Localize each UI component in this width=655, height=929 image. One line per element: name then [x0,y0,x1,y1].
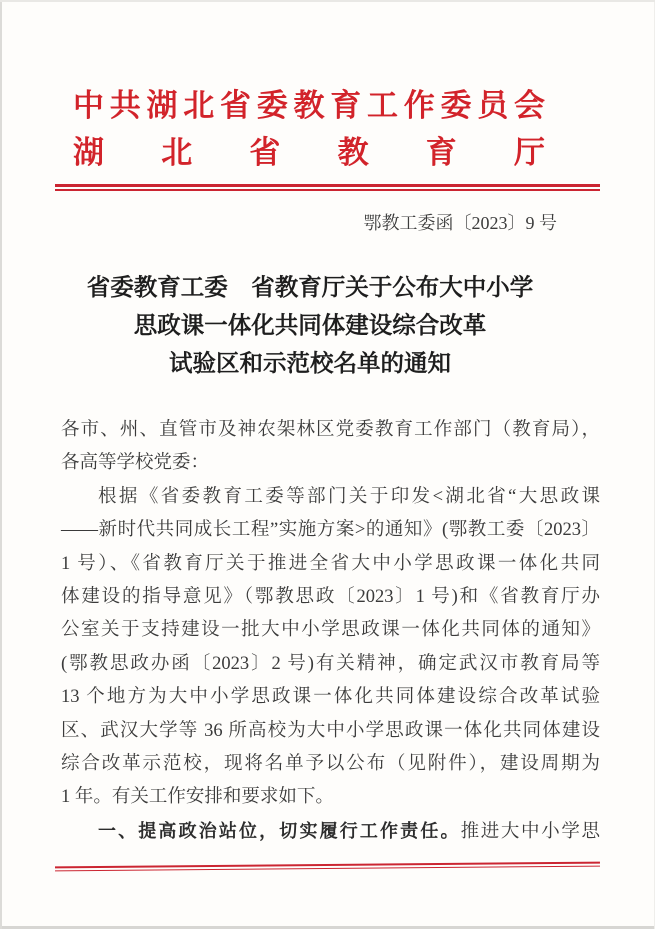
notice-title [0,269,620,383]
body-line: 区、武汉大学等 36 所高校为大中小学思政课一体化共同体建设 [61,720,600,741]
body-line: 1 号）、《省教育厅关于推进全省大中小学思政课一体化共同 [61,553,600,574]
body-line: ——新时代共同成长工程”实施方案>的通知》(鄂教工委〔2023〕 [61,520,600,541]
body-line: 13 个地方为大中小学思政课一体化共同体建设综合改革试验 [61,687,600,708]
body-line: 公室关于支持建设一批大中小学思政课一体化共同体的通知》 [61,620,600,641]
header-double-rule [55,184,600,191]
notice-title-line3: 试验区和示范校名单的通知 [169,351,451,377]
body-line: (鄂教思政办函〔2023〕2 号)有关精神，确定武汉市教育局等 [61,653,600,674]
document-number: 鄂教工委函〔2023〕9 号 [363,213,557,233]
notice-title-line2: 思政课一体化共同体建设综合改革 [133,313,487,339]
body-line: 1 年。有关工作安排和要求如下。 [61,787,334,808]
letterhead-org-line1: 中共湖北省委教育工作委员会 [73,88,545,123]
body-line: 根据《省委教育工委等部门关于印发<湖北省“大思政课 [98,486,600,507]
footer-double-rule [55,862,600,872]
body-line: 各市、州、直管市及神农架林区党委教育工作部门（教育局）， [61,420,600,440]
document-body [61,414,600,849]
letterhead [73,82,545,176]
section-heading-bold: 一、提高政治站位，切实履行工作责任。 [98,820,461,841]
letterhead-org-line2: 湖北省教育厅 [73,135,545,170]
body-line: 体建设的指导意见》（鄂教思政〔2023〕1 号)和《省教育厅办 [61,587,600,608]
body-line: 综合改革示范校，现将名单予以公布（见附件），建设周期为 [61,754,600,775]
body-line: 各高等学校党委： [61,453,210,474]
body-line: 一、提高政治站位，切实履行工作责任。推进大中小学思 [98,820,600,842]
notice-title-line1: 省委教育工委 省教育厅关于公布大中小学 [86,275,534,301]
